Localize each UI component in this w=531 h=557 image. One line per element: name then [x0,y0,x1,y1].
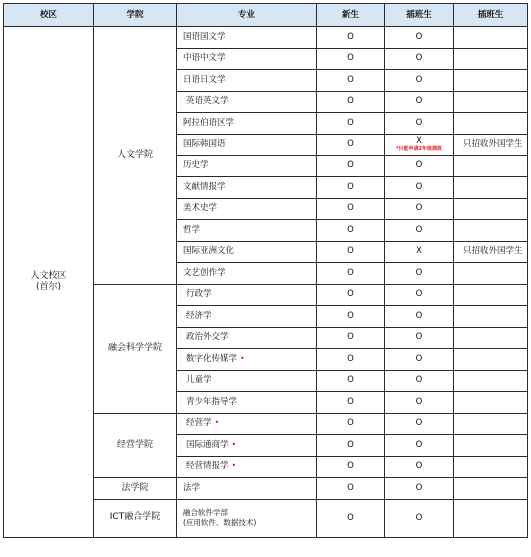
note-cell [454,456,528,478]
note-cell [454,284,528,306]
transfer-mark-symbol: X [416,136,422,147]
header-college: 学院 [94,4,177,27]
college-humanities: 人文学院 [94,27,177,285]
freshman-mark: O [317,327,385,349]
major-cell: 国际韩国语 [177,134,317,155]
freshman-mark: O [317,499,385,537]
transfer-mark: O [385,155,454,177]
note-cell [454,198,528,220]
transfer-mark: O [385,392,454,414]
major-cell [177,435,317,457]
college-social-science: 融会科学学院 [94,284,177,413]
major-cell [177,499,317,537]
major-cell: 阿拉伯语区学 [177,113,317,135]
freshman-mark: O [317,155,385,177]
college-business: 经营学院 [94,413,177,478]
freshman-mark: O [317,456,385,478]
major-label: 国际通商学 [186,439,229,450]
freshman-mark: O [317,220,385,242]
major-cell: 文艺创作学 [177,263,317,285]
note-cell: 只招收外国学生 [454,241,528,263]
major-cell: 哲学 [177,220,317,242]
note-cell [454,177,528,199]
transfer-mark [385,134,454,155]
note-cell [454,220,528,242]
note-cell [454,499,528,537]
freshman-mark: O [317,306,385,328]
note-cell [454,306,528,328]
freshman-mark: O [317,241,385,263]
note-cell [454,113,528,135]
freshman-mark: O [317,349,385,371]
note-cell: 只招收外国学生 [454,134,528,155]
transfer-mark: O [385,435,454,457]
transfer-mark: O [385,113,454,135]
major-label: 数字化传媒学 [186,353,238,364]
transfer-mark: O [385,198,454,220]
major-cell [177,349,317,371]
note-cell [454,27,528,49]
transfer-mark: O [385,91,454,113]
note-cell [454,478,528,500]
header-row [4,4,528,27]
transfer-mark: O [385,370,454,392]
major-cell [177,456,317,478]
major-cell: 行政学 [177,284,317,306]
freshman-mark: O [317,478,385,500]
note-cell [454,327,528,349]
transfer-mark: O [385,48,454,70]
freshman-mark: O [317,435,385,457]
note-cell [454,48,528,70]
major-cell: 美术史学 [177,198,317,220]
college-ict: ICT融合学院 [94,499,177,537]
major-cell: 历史学 [177,155,317,177]
major-label: 融合软件学部 [183,507,228,517]
freshman-mark: O [317,392,385,414]
note-cell [454,413,528,435]
freshman-mark: O [317,27,385,49]
major-cell: 国际亚洲文化 [177,241,317,263]
red-dot-marker: • [214,418,220,428]
transfer-mark: O [385,284,454,306]
transfer-mark: O [385,349,454,371]
major-cell: 文献情报学 [177,177,317,199]
admissions-table [3,3,528,538]
transfer-mark: X [385,241,454,263]
college-law: 法学院 [94,478,177,500]
note-cell [454,263,528,285]
campus-name: 人文校区 [30,270,67,281]
major-sub-label: (应用软件、数据技术) [183,518,257,527]
note-cell [454,349,528,371]
transfer-mark: O [385,327,454,349]
freshman-mark: O [317,113,385,135]
table-row [4,27,528,49]
freshman-mark: O [317,370,385,392]
major-cell [177,413,317,435]
red-dot-marker: • [240,353,245,363]
major-cell: 经济学 [177,306,317,328]
major-cell: 儿童学 [177,370,317,392]
freshman-mark: O [317,91,385,113]
campus-cell [4,27,94,538]
transfer-mark: O [385,413,454,435]
note-cell [454,392,528,414]
red-dot-marker: • [231,439,237,449]
transfer-mark: O [385,70,454,92]
red-dot-marker: • [231,461,237,471]
transfer-mark: O [385,478,454,500]
major-cell: 日语日文学 [177,70,317,92]
note-cell [454,155,528,177]
note-cell [454,91,528,113]
freshman-mark: O [317,263,385,285]
major-cell: 政治外交学 [177,327,317,349]
transfer-restriction-note: *只能申请2年级插班 [395,146,443,153]
major-cell: 中语中文学 [177,48,317,70]
note-cell [454,370,528,392]
campus-location: (首尔) [35,281,62,292]
transfer-mark: O [385,456,454,478]
note-cell [454,70,528,92]
transfer-mark: O [385,177,454,199]
transfer-mark: O [385,27,454,49]
freshman-mark: O [317,284,385,306]
freshman-mark: O [317,134,385,155]
major-cell: 青少年指导学 [177,392,317,414]
freshman-mark: O [317,413,385,435]
freshman-mark: O [317,198,385,220]
freshman-mark: O [317,48,385,70]
transfer-mark: O [385,263,454,285]
freshman-mark: O [317,70,385,92]
note-cell [454,435,528,457]
major-label: 经营学 [186,418,212,429]
header-major: 专业 [177,4,317,27]
major-cell: 英语英文学 [177,91,317,113]
header-transfer-note: 插班生 [454,4,528,27]
major-cell: 法学 [177,478,317,500]
major-label: 经营情报学 [186,461,229,472]
transfer-mark: O [385,220,454,242]
freshman-mark: O [317,177,385,199]
transfer-mark: O [385,499,454,537]
header-campus: 校区 [4,4,94,27]
transfer-mark: O [385,306,454,328]
header-freshman: 新生 [317,4,385,27]
header-transfer: 插班生 [385,4,454,27]
major-cell: 国语国文学 [177,27,317,49]
